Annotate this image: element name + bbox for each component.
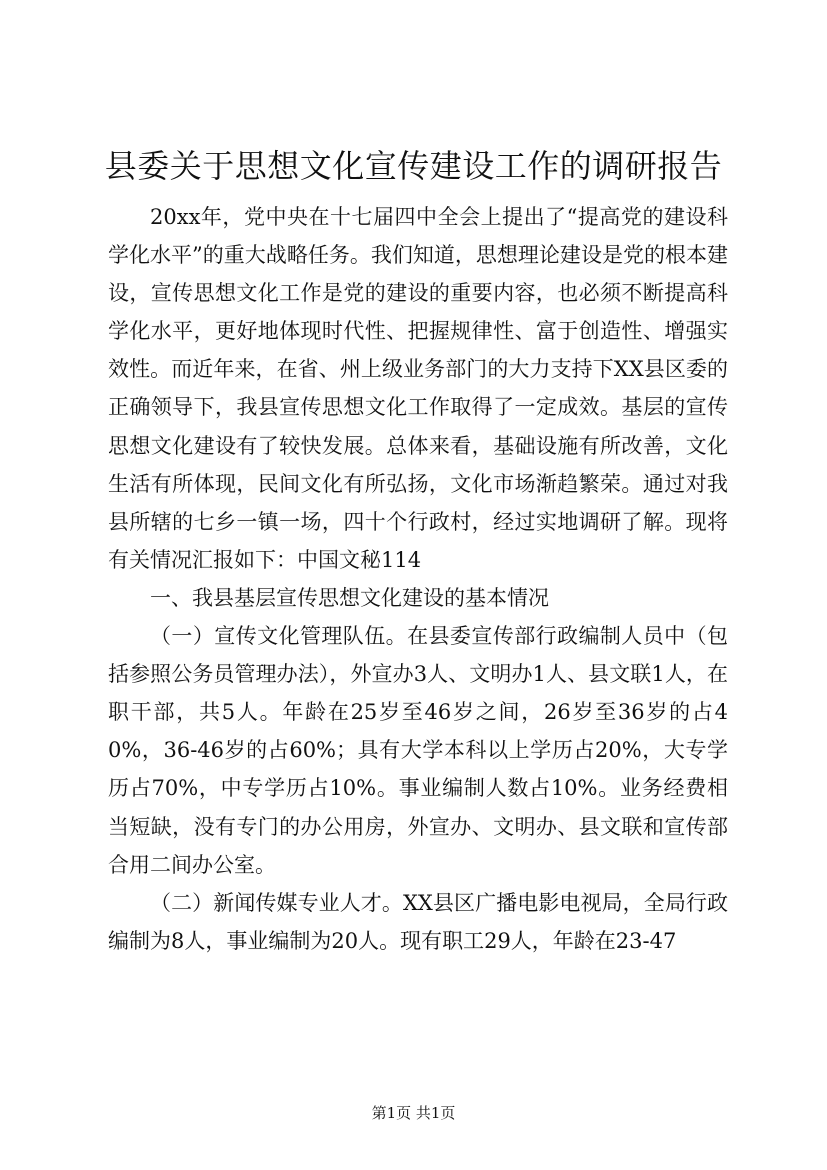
page-footer: 第1页 共1页 xyxy=(371,1104,456,1122)
section-heading: 一、我县基层宣传思想文化建设的基本情况 xyxy=(150,585,549,610)
paragraph-media-talent: （二）新闻传媒专业人才。XX县区广播电影电视局，全局行政编制为8人，事业编制为20人。现有职工29人，年龄在23-47 xyxy=(108,890,728,953)
paragraph-management-team: （一）宣传文化管理队伍。在县委宣传部行政编制人员中（包括参照公务员管理办法），外宣办3人、文明办1人、县文联1人，在职干部，共5人。年龄在25岁至46岁之间，26岁至36岁的占40%，36-46岁的占60%；具有大学本科以上学历占20%，大专学历占70%，中专学历占10%。事业编制人数占10%。业务经费相当短缺，没有专门的办公用房，外宣办、文明办、县文联和宣传部合用二间办公室。 xyxy=(108,624,728,877)
document-body xyxy=(108,198,728,960)
paragraph-intro: 20xx年，党中央在十七届四中全会上提出了“提高党的建设科学化水平”的重大战略任务。我们知道，思想理论建设是党的根本建设，宣传思想文化工作是党的建设的重要内容，也必须不断提高科学化水平，更好地体现时代性、把握规律性、富于创造性、增强实效性。而近年来，在省、州上级业务部门的大力支持下XX县区委的正确领导下，我县宣传思想文化工作取得了一定成效。基层的宣传思想文化建设有了较快发展。总体来看，基础设施有所改善，文化生活有所体现，民间文化有所弘扬，文化市场渐趋繁荣。通过对我县所辖的七乡一镇一场，四十个行政村，经过实地调研了解。现将有关情况汇报如下：中国文秘114 xyxy=(108,205,728,572)
document-title: 县委关于思想文化宣传建设工作的调研报告 xyxy=(104,147,723,185)
